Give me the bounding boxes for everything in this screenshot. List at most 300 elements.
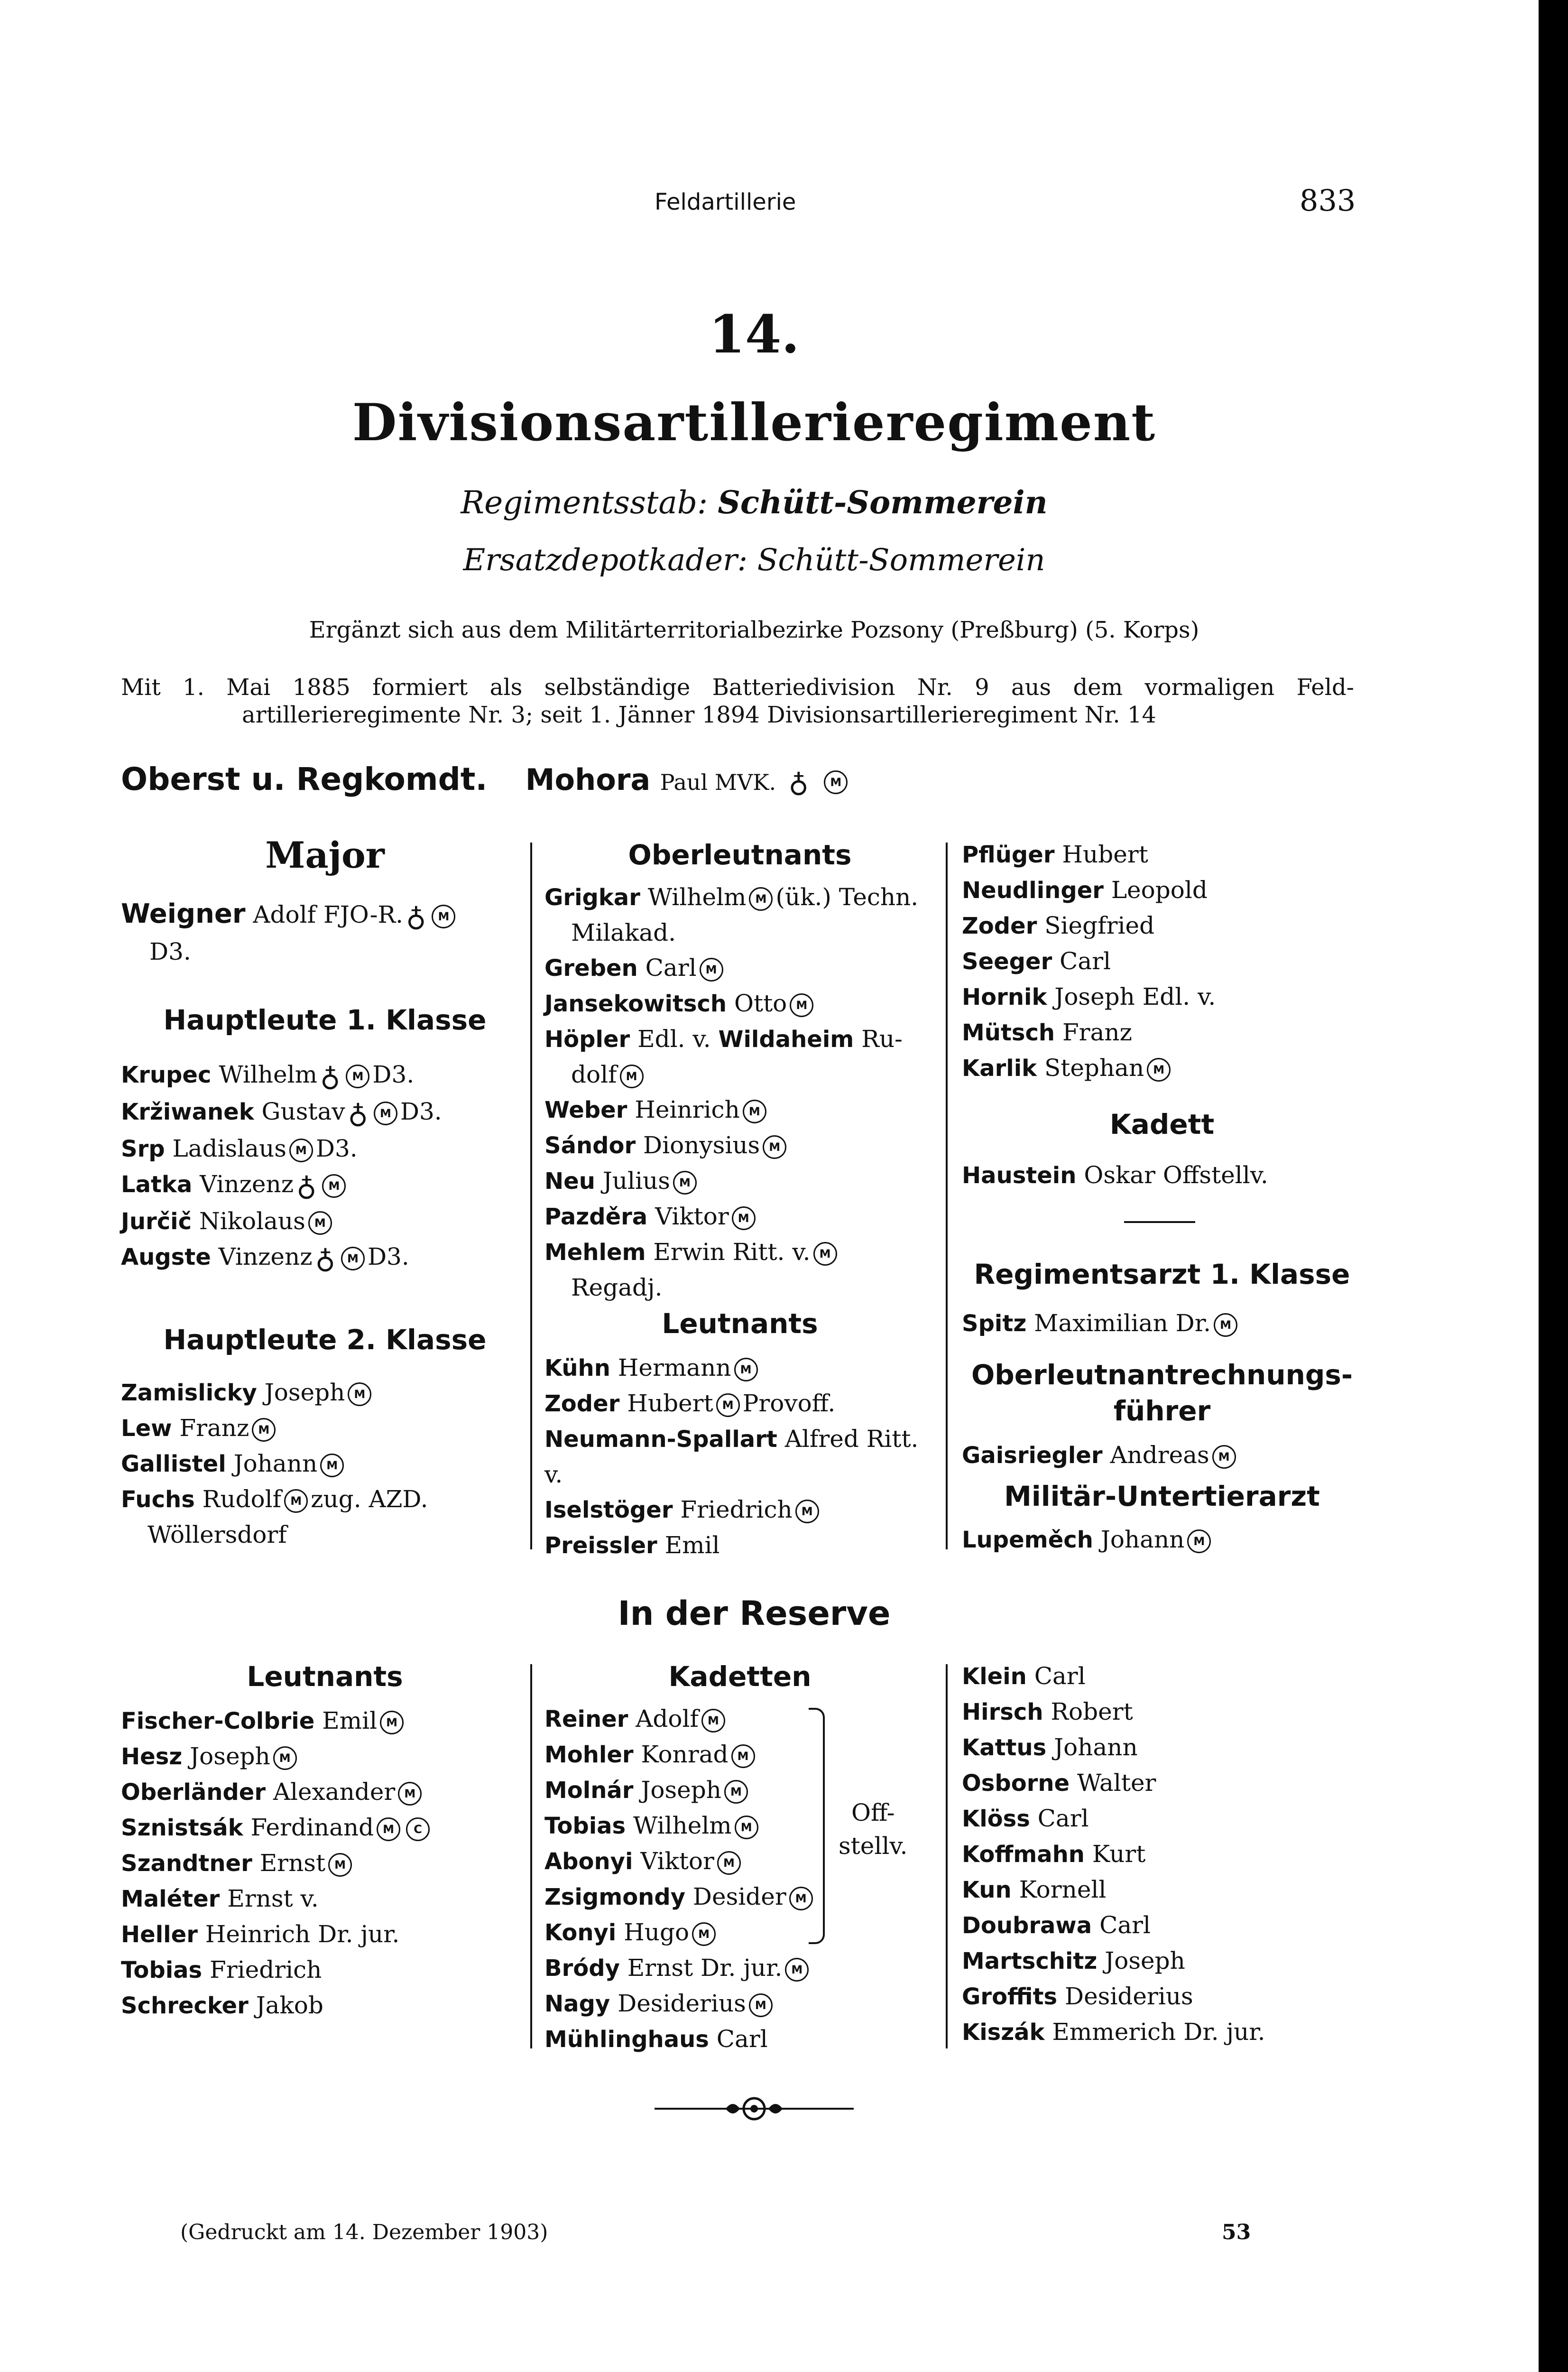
reserve-leutnants-heading: Leutnants xyxy=(247,1660,403,1693)
list-item-continuation xyxy=(544,1057,918,1092)
officer-surname: Seeger xyxy=(962,948,1052,975)
commander-rank: Oberst u. Regkomdt. xyxy=(121,761,488,797)
officer-note: D3. xyxy=(315,1135,358,1162)
medal-icon: M xyxy=(790,993,813,1017)
officer-surname: Klöss xyxy=(962,1806,1030,1832)
officer-given: Jakob xyxy=(256,1992,323,2019)
medal-icon: M xyxy=(717,1851,741,1875)
medal-icon: M xyxy=(1214,1313,1237,1337)
list-item xyxy=(962,908,1216,944)
officer-given: Friedrich xyxy=(680,1496,793,1523)
medal-icon: M xyxy=(398,1782,422,1806)
regimentsstab-line xyxy=(0,484,1508,521)
list-item-continuation: v. xyxy=(544,1461,563,1488)
officer-given: Emmerich Dr. jur. xyxy=(1052,2018,1265,2046)
officer-given: Leopold xyxy=(1111,876,1208,904)
list-item xyxy=(544,1737,816,1772)
list-item xyxy=(544,1350,918,1386)
officer-given: Ferdinand xyxy=(250,1814,374,1841)
list-item xyxy=(544,1986,816,2021)
list-item xyxy=(544,986,918,1021)
officer-surname: Sándor xyxy=(544,1132,636,1159)
medal-icon: M xyxy=(673,1171,697,1195)
medal-icon: M xyxy=(785,1958,809,1982)
officer-surname: Srp xyxy=(121,1136,165,1162)
medal-icon: M xyxy=(749,1993,773,2017)
officer-given: Carl xyxy=(1034,1662,1086,1690)
hauptleute-1-heading: Hauptleute 1. Klasse xyxy=(163,1004,487,1036)
list-item xyxy=(544,1421,918,1457)
hauptleute-1-list xyxy=(121,1057,442,1276)
list-item-continuation: Regadj. xyxy=(571,1274,663,1301)
list-item xyxy=(962,872,1216,908)
officer-surname: Gaisriegler xyxy=(962,1442,1103,1469)
officer-surname: Heller xyxy=(121,1921,198,1948)
officer-surname-2: Wildaheim xyxy=(718,1026,854,1053)
medal-icon: M xyxy=(1212,1445,1236,1469)
medal-icon: M xyxy=(795,1500,819,1523)
officer-surname: Zamislicky xyxy=(121,1380,257,1406)
officer-surname: Haustein xyxy=(962,1162,1077,1189)
officer-surname: Klein xyxy=(962,1663,1027,1690)
page-number: 833 xyxy=(1300,183,1356,218)
officer-surname: Jurčič xyxy=(121,1208,192,1235)
officer-given: Dionysius xyxy=(643,1131,760,1159)
officer-given: Joseph xyxy=(190,1742,270,1770)
medal-icon: M xyxy=(731,1744,755,1768)
cross-icon: C xyxy=(406,1817,430,1841)
officer-note: (ük.) Techn. xyxy=(775,883,919,911)
kadett-heading: Kadett xyxy=(1109,1108,1215,1140)
reserve-kadetten-heading: Kadetten xyxy=(668,1660,812,1693)
officer-surname: Kattus xyxy=(962,1734,1047,1761)
medal-icon: M xyxy=(724,1780,748,1804)
history-line-1: Mit 1. Mai 1885 formiert als selbständige Batteriedivision Nr. 9 aus dem vormaligen Feld- xyxy=(121,674,1354,701)
list-item xyxy=(121,1810,433,1845)
list-item xyxy=(121,1774,433,1810)
reserve-leutnants-list xyxy=(121,1703,433,2023)
officer-given: Franz xyxy=(1062,1019,1132,1046)
officer-given: Wilhelm xyxy=(219,1061,318,1088)
officer-surname: Spitz xyxy=(962,1310,1027,1337)
officer-given: Ernst Dr. jur. xyxy=(627,1954,783,1982)
officer-note: zug. AZD. xyxy=(311,1485,428,1513)
officer-given: Oskar Offstellv. xyxy=(1084,1161,1268,1189)
medal-icon: M xyxy=(284,1489,308,1513)
reserve-kadetten-list xyxy=(544,1701,816,2057)
major-list xyxy=(121,897,458,969)
offstellv-line-2: stellv. xyxy=(839,1832,908,1860)
officer-surname: Reiner xyxy=(544,1706,628,1733)
officer-given: Carl xyxy=(1099,1911,1151,1939)
list-item xyxy=(544,1128,918,1163)
medal-icon: M xyxy=(716,1393,740,1417)
ergaenzung-text: Ergänzt sich aus dem Militärterritorialbezirke Pozsony (Preßburg) (5. Korps) xyxy=(309,617,1199,643)
rechnungsfuehrer-heading-line-2: führer xyxy=(1113,1395,1211,1427)
list-item xyxy=(962,1050,1216,1086)
officer-surname: Mühlinghaus xyxy=(544,2026,709,2053)
officer-given: Johann xyxy=(1100,1526,1185,1553)
medal-icon: M xyxy=(341,1247,365,1270)
officer-surname: Pflüger xyxy=(962,842,1055,868)
medal-icon: M xyxy=(374,1102,397,1125)
list-item xyxy=(962,979,1216,1015)
officer-surname: Neudlinger xyxy=(962,877,1104,904)
medal-icon: M xyxy=(377,1817,400,1841)
list-item xyxy=(962,1015,1216,1050)
officer-surname: Nagy xyxy=(544,1991,610,2017)
list-item xyxy=(544,1879,816,1915)
list-item xyxy=(544,1844,816,1879)
officer-given: Carl xyxy=(1037,1805,1089,1832)
medal-icon: M xyxy=(763,1135,786,1159)
officer-surname: Bródy xyxy=(544,1955,620,1982)
officer-given: Hubert xyxy=(627,1390,713,1417)
medal-icon: M xyxy=(1187,1529,1211,1553)
list-item xyxy=(121,897,458,934)
list-item xyxy=(544,1492,918,1528)
officer-surname: Mohler xyxy=(544,1742,634,1768)
officer-surname: Fischer-Colbrie xyxy=(121,1708,315,1734)
officer-surname: Zsigmondy xyxy=(544,1884,685,1910)
column-divider xyxy=(946,1664,948,2048)
officer-surname: Latka xyxy=(121,1171,193,1198)
list-item xyxy=(121,1094,442,1131)
list-item xyxy=(544,1021,918,1057)
regimentsarzt-list xyxy=(962,1306,1240,1341)
officer-given: Edl. v. xyxy=(637,1025,711,1053)
list-item xyxy=(544,1092,918,1128)
list-item xyxy=(121,1845,433,1881)
officer-surname: Molnár xyxy=(544,1777,634,1804)
oberleutnants-continued-list xyxy=(962,837,1216,1086)
officer-surname: Pazděra xyxy=(544,1204,648,1230)
list-item xyxy=(544,880,918,915)
officer-surname: Zoder xyxy=(544,1390,620,1417)
officer-given: Kornell xyxy=(1019,1876,1107,1903)
print-date: (Gedruckt am 14. Dezember 1903) xyxy=(180,2220,548,2244)
officer-given-2: Ru- xyxy=(861,1025,903,1053)
offstellv-note xyxy=(839,1796,908,1862)
officer-surname: Krupec xyxy=(121,1062,212,1088)
list-item-continuation: D3. xyxy=(149,938,191,965)
list-item xyxy=(962,1437,1239,1473)
medal-icon: M xyxy=(692,1922,716,1946)
officer-given: Wilhelm xyxy=(647,883,747,911)
officer-given: Hermann xyxy=(618,1354,731,1381)
officer-given: Ernst v. xyxy=(227,1885,319,1912)
officer-surname: Martschitz xyxy=(962,1948,1098,1974)
rechnungsfuehrer-list xyxy=(962,1437,1239,1473)
officer-given: Kurt xyxy=(1092,1840,1146,1868)
medal-icon: M xyxy=(735,1816,758,1839)
list-item xyxy=(544,2021,816,2057)
officer-note: D3. xyxy=(367,1243,409,1270)
officer-surname: Kun xyxy=(962,1877,1012,1903)
list-item xyxy=(962,1765,1265,1801)
officer-surname: Hornik xyxy=(962,984,1047,1010)
leutnants-heading: Leutnants xyxy=(662,1307,818,1340)
medal-icon: M xyxy=(289,1139,313,1162)
list-item xyxy=(962,1979,1265,2014)
list-item xyxy=(121,1204,442,1239)
list-item xyxy=(962,1943,1265,1979)
medal-icon: M xyxy=(328,1853,352,1877)
medal-icon: M xyxy=(273,1746,297,1770)
column-divider xyxy=(530,843,532,1549)
group-brace xyxy=(809,1708,825,1944)
list-item xyxy=(544,1701,816,1737)
officer-surname: Oberländer xyxy=(121,1779,266,1806)
medal-icon: M xyxy=(824,770,848,794)
officer-given: Gustav xyxy=(261,1098,345,1125)
history-text xyxy=(121,674,1354,729)
officer-given: Viktor xyxy=(655,1203,729,1230)
officer-given: Walter xyxy=(1077,1769,1156,1797)
list-item xyxy=(962,1801,1265,1836)
officer-surname: Konyi xyxy=(544,1919,617,1946)
officer-surname: Augste xyxy=(121,1244,211,1270)
officer-given: Desiderius xyxy=(1065,1983,1193,2010)
list-item xyxy=(121,1375,428,1410)
officer-surname: Grigkar xyxy=(544,884,640,911)
officer-given: Ladislaus xyxy=(172,1135,286,1162)
list-item xyxy=(121,1239,442,1276)
leutnants-list xyxy=(544,1350,918,1563)
hauptleute-2-heading: Hauptleute 2. Klasse xyxy=(163,1324,487,1356)
officer-surname: Greben xyxy=(544,955,638,982)
list-item xyxy=(121,1881,433,1917)
medal-icon: M xyxy=(320,1454,344,1477)
column-divider xyxy=(530,1664,532,2048)
officer-given: Heinrich xyxy=(635,1096,740,1123)
sheet-number: 53 xyxy=(1222,2220,1251,2244)
decoration-icon: ♁ xyxy=(348,1097,368,1130)
list-item xyxy=(121,1703,433,1739)
officer-given: Vinzenz xyxy=(200,1170,294,1198)
list-item-continuation: Milakad. xyxy=(571,919,676,946)
decoration-icon: ♁ xyxy=(320,1060,341,1093)
untertierarzt-heading: Militär-Untertierarzt xyxy=(1004,1480,1320,1512)
officer-surname: Neu xyxy=(544,1168,595,1195)
medal-icon: M xyxy=(432,905,455,928)
offstellv-line-1: Off- xyxy=(851,1799,895,1826)
list-item xyxy=(544,1386,918,1421)
medal-icon: M xyxy=(732,1206,756,1230)
officer-note: D3. xyxy=(400,1098,442,1125)
continuation-text: dolf xyxy=(571,1061,617,1088)
list-item xyxy=(121,1167,442,1204)
list-item xyxy=(544,1808,816,1844)
medal-icon: M xyxy=(346,1065,369,1088)
list-item xyxy=(121,1131,442,1167)
officer-given: Carl xyxy=(716,2025,768,2053)
list-item xyxy=(544,1199,918,1234)
officer-given: Joseph xyxy=(641,1776,721,1804)
officer-surname: Groffits xyxy=(962,1983,1058,2010)
officer-surname: Osborne xyxy=(962,1770,1070,1797)
officer-given: Stephan xyxy=(1044,1054,1144,1082)
officer-surname: Kühn xyxy=(544,1355,610,1381)
officer-given: Friedrich xyxy=(210,1956,322,1983)
officer-note: D3. xyxy=(372,1061,415,1088)
officer-surname: Kržiwanek xyxy=(121,1099,254,1125)
officer-surname: Lew xyxy=(121,1415,172,1442)
ornament-icon xyxy=(655,2092,854,2125)
hauptleute-2-list xyxy=(121,1375,428,1552)
decoration-icon: ♁ xyxy=(315,1242,335,1275)
list-item xyxy=(962,1730,1265,1765)
officer-surname: Doubrawa xyxy=(962,1912,1092,1939)
officer-surname: Schrecker xyxy=(121,1992,249,2019)
kadett-list xyxy=(962,1158,1268,1193)
stab-place: Schütt-Sommerein xyxy=(718,484,1048,521)
list-item xyxy=(962,1836,1265,1872)
commander-name: Mohora xyxy=(525,762,651,797)
decoration-icon: ♁ xyxy=(406,900,426,933)
officer-surname: Szandtner xyxy=(121,1850,252,1877)
officer-surname: Karlik xyxy=(962,1055,1037,1082)
decoration-icon: ♁ xyxy=(296,1170,317,1202)
list-item xyxy=(121,1446,428,1482)
column-divider xyxy=(946,843,948,1549)
oberleutnants-list xyxy=(544,880,918,1305)
list-item xyxy=(121,1482,428,1517)
officer-given: Konrad xyxy=(641,1741,729,1768)
ersatz-place: Schütt-Sommerein xyxy=(757,543,1045,578)
officer-surname: Koffmahn xyxy=(962,1841,1085,1868)
list-item xyxy=(962,1158,1268,1193)
officer-given: Otto xyxy=(734,990,787,1017)
list-item xyxy=(121,1057,442,1094)
ersatz-label: Ersatzdepotkader: xyxy=(463,543,748,578)
officer-given: Emil xyxy=(322,1707,378,1734)
officer-surname: Hesz xyxy=(121,1743,183,1770)
officer-given: Adolf FJO-R. xyxy=(253,901,404,928)
officer-given: Johann xyxy=(1054,1733,1138,1761)
officer-given: Carl xyxy=(645,954,697,982)
officer-given: Franz xyxy=(179,1414,249,1442)
list-item xyxy=(544,1915,816,1950)
medal-icon: M xyxy=(348,1382,371,1406)
officer-surname: Jansekowitsch xyxy=(544,991,727,1017)
list-item xyxy=(962,1694,1265,1730)
officer-given: Andreas xyxy=(1110,1441,1209,1469)
officer-surname: Mütsch xyxy=(962,1019,1055,1046)
officer-surname: Gallistel xyxy=(121,1451,226,1477)
regimentsarzt-heading: Regimentsarzt 1. Klasse xyxy=(974,1258,1350,1290)
decoration-icon: ♁ xyxy=(788,766,809,798)
officer-given: Maximilian Dr. xyxy=(1034,1309,1211,1337)
officer-given: Siegfried xyxy=(1044,912,1155,939)
officer-given: Hugo xyxy=(624,1918,690,1946)
officer-given: Emil xyxy=(664,1531,720,1559)
officer-surname: Mehlem xyxy=(544,1239,646,1266)
list-item xyxy=(962,1872,1265,1908)
officer-given: Alfred Ritt. xyxy=(784,1425,919,1453)
officer-surname: Maléter xyxy=(121,1886,220,1912)
list-item xyxy=(544,1528,918,1563)
officer-given: Heinrich Dr. jur. xyxy=(205,1920,400,1948)
medal-icon: M xyxy=(322,1174,346,1198)
officer-given: Adolf xyxy=(636,1705,699,1733)
medal-icon: M xyxy=(700,958,723,982)
reserve-heading: In der Reserve xyxy=(618,1594,891,1633)
medal-icon: M xyxy=(1147,1058,1171,1082)
list-item xyxy=(121,1917,433,1952)
officer-given: Desiderius xyxy=(618,1990,746,2017)
officer-given: Joseph Edl. v. xyxy=(1054,983,1216,1010)
stab-label: Regimentsstab: xyxy=(461,484,708,521)
officer-surname: Abonyi xyxy=(544,1848,633,1875)
officer-given: Vinzenz xyxy=(218,1243,313,1270)
list-item xyxy=(962,2014,1265,2050)
list-item xyxy=(121,1988,433,2023)
officer-given: Robert xyxy=(1051,1698,1133,1725)
officer-given: Wilhelm xyxy=(633,1812,732,1839)
list-item xyxy=(962,1659,1265,1694)
list-item xyxy=(962,1522,1214,1557)
list-item xyxy=(962,837,1216,872)
rechnungsfuehrer-heading xyxy=(953,1357,1371,1429)
list-item xyxy=(544,950,918,986)
scan-edge xyxy=(1539,0,1568,2372)
list-item xyxy=(121,1952,433,1988)
medal-icon: M xyxy=(789,1887,813,1910)
officer-given: Alexander xyxy=(273,1778,396,1806)
medal-icon: M xyxy=(749,887,773,911)
list-item-continuation: Wöllersdorf xyxy=(148,1521,287,1548)
officer-given: Nikolaus xyxy=(199,1207,305,1235)
major-heading: Major xyxy=(265,834,385,876)
officer-given: Viktor xyxy=(640,1847,714,1875)
medal-icon: M xyxy=(734,1358,758,1381)
medal-icon: M xyxy=(813,1242,837,1266)
history-line-2: artillerieregimente Nr. 3; seit 1. Jänner 1894 Divisionsartillerieregiment Nr. 14 xyxy=(242,702,1156,728)
officer-surname: Lupeměch xyxy=(962,1527,1093,1553)
list-item xyxy=(962,1908,1265,1943)
officer-surname: Weigner xyxy=(121,899,246,929)
officer-given: Julius xyxy=(602,1167,670,1195)
officer-surname: Preissler xyxy=(544,1532,657,1559)
medal-icon: M xyxy=(743,1100,766,1123)
officer-surname: Iselstöger xyxy=(544,1497,673,1523)
officer-given: Carl xyxy=(1060,947,1111,975)
officer-given: Rudolf xyxy=(202,1485,282,1513)
reserve-third-column-list xyxy=(962,1659,1265,2050)
untertierarzt-list xyxy=(962,1522,1214,1557)
officer-surname: Zoder xyxy=(962,913,1037,939)
officer-note: Provoff. xyxy=(742,1390,836,1417)
section-rule xyxy=(1124,1221,1195,1223)
list-item xyxy=(544,1772,816,1808)
officer-surname: Weber xyxy=(544,1097,627,1123)
rechnungsfuehrer-heading-line-1: Oberleutnantrechnungs- xyxy=(971,1359,1353,1391)
running-header: Feldartillerie xyxy=(655,189,796,215)
medal-icon: M xyxy=(252,1418,276,1442)
list-item xyxy=(544,1163,918,1199)
officer-surname: Sznistsák xyxy=(121,1815,243,1841)
list-item xyxy=(962,1306,1240,1341)
officer-given: Ernst xyxy=(259,1849,326,1877)
officer-surname: Neumann-Spallart xyxy=(544,1426,777,1453)
oberleutnants-heading: Oberleutnants xyxy=(628,839,852,871)
list-item xyxy=(544,1950,816,1986)
ersatz-line xyxy=(0,543,1508,578)
officer-surname: Tobias xyxy=(544,1813,626,1839)
medal-icon: M xyxy=(701,1709,725,1733)
officer-given: Johann xyxy=(233,1450,318,1477)
